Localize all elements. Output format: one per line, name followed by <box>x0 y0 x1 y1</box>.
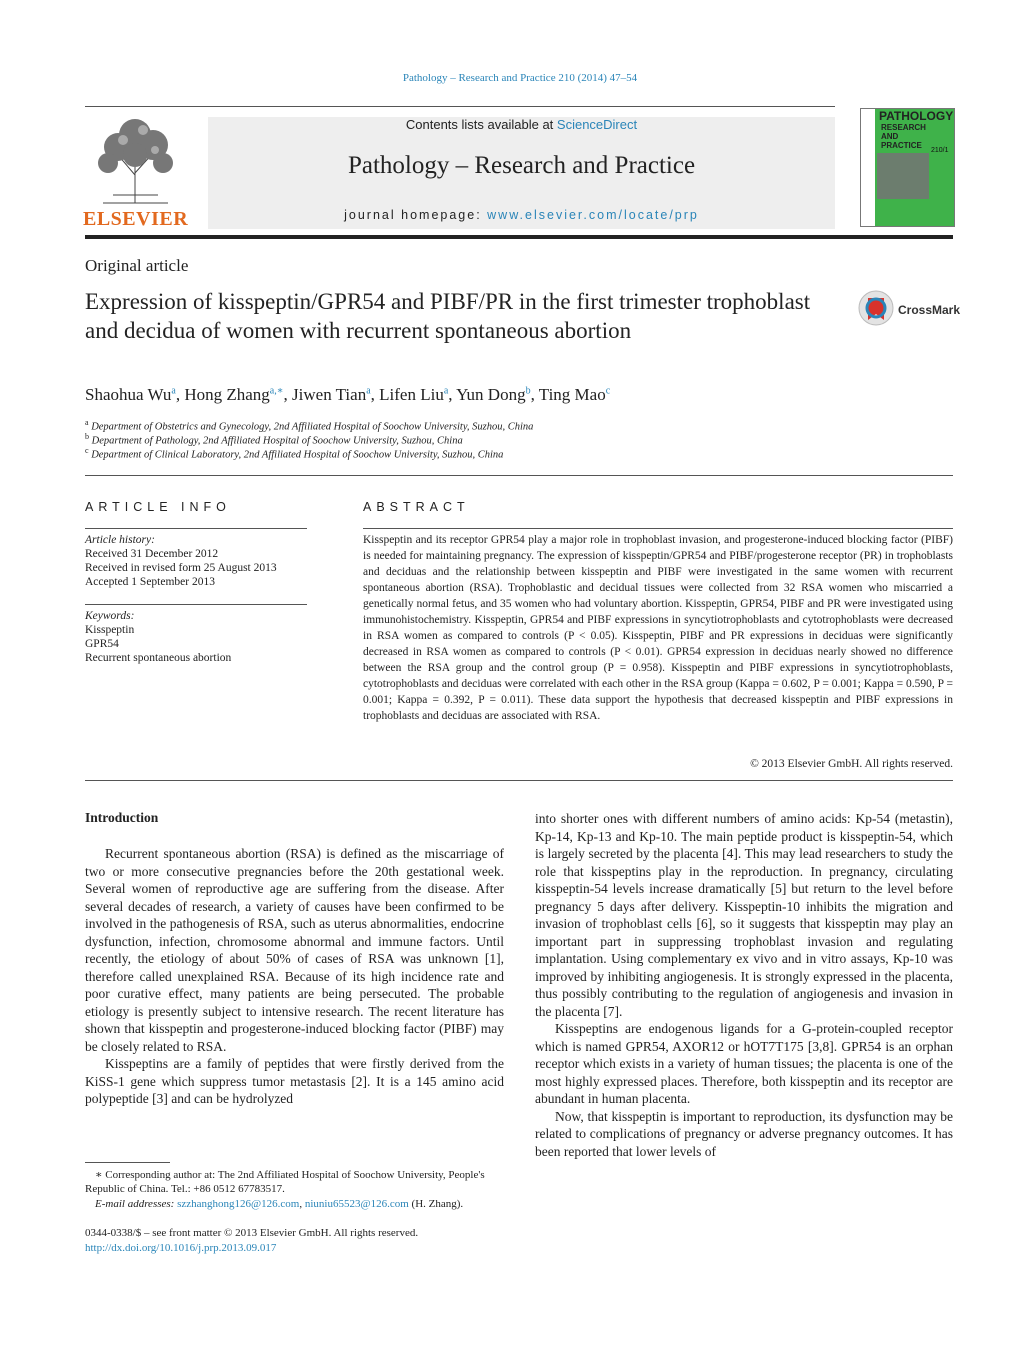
paragraph: Recurrent spontaneous abortion (RSA) is defined as the miscarriage of two or more consecutive pregnancies before the 20th gestational week. Several women of reproductive age are suffering from the disease. After several decades of research, a variety of causes have been confirmed to be involved in the pathogenesis of RSA, such as uterus abnormalities, endocrine dysfunction, infection, chromosome abnormal and immune factors. Until recently, the etiology of about 50% of cases of RSA was unknown [1], therefore called unexplained RSA. Because of its high incidence rate and poor curative effect, many patients are being persecuted. The probable etiology is presently subject to intensive research. The recent literature has shown that kisspeptin and progesterone-induced blocking factor (PIBF) may be closely related to RSA. <box>85 846 504 1054</box>
article-title: Expression of kisspeptin/GPR54 and PIBF/PR in the first trimester trophoblast and decidua of women with recurrent spontaneous abortion <box>85 289 811 343</box>
affiliation <box>85 418 533 433</box>
cover-image <box>877 153 929 199</box>
affiliation-text: Department of Pathology, 2nd Affiliated Hospital of Soochow University, Suzhou, China <box>91 435 463 447</box>
abstract-heading: ABSTRACT <box>363 500 470 514</box>
affiliation-mark: b <box>85 432 89 441</box>
cover-title: PATHOLOGY <box>879 109 954 123</box>
sciencedirect-link[interactable]: ScienceDirect <box>556 117 638 132</box>
homepage-line <box>208 208 835 222</box>
crossmark-badge[interactable] <box>858 290 961 330</box>
email-link[interactable]: niuniu65523@126.com <box>304 1198 409 1210</box>
author[interactable]: Shaohua Wu <box>85 385 172 404</box>
keyword: Recurrent spontaneous abortion <box>85 652 232 664</box>
cover-stripe <box>861 109 875 226</box>
affiliation-mark: c <box>85 446 89 455</box>
journal-reference[interactable]: Pathology – Research and Practice 210 (2014) 47–54 <box>402 72 638 84</box>
affiliation-text: Department of Clinical Laboratory, 2nd Affiliated Hospital of Soochow University, Suzhou, China <box>91 449 504 461</box>
elsevier-wordmark: ELSEVIER <box>83 208 189 230</box>
body-column-left <box>85 845 504 1108</box>
header-rule <box>85 106 835 107</box>
affiliation <box>85 446 503 461</box>
abstract-copyright: © 2013 Elsevier GmbH. All rights reserved. <box>750 758 953 770</box>
affiliation <box>85 432 463 447</box>
crossmark-label: CrossMark <box>898 303 961 317</box>
received-date: Received 31 December 2012 <box>85 548 219 560</box>
body-column-right <box>535 810 953 1160</box>
author-affil-mark[interactable]: a,∗ <box>269 385 284 397</box>
affiliation-text: Department of Obstetrics and Gynecology, 2nd Affiliated Hospital of Soochow University, Suzhou, China <box>91 421 534 433</box>
doi-link[interactable]: http://dx.doi.org/10.1016/j.prp.2013.09.017 <box>85 1242 277 1254</box>
accepted-date: Accepted 1 September 2013 <box>85 576 215 588</box>
history-label: Article history: <box>85 534 155 546</box>
author[interactable]: Hong Zhang <box>184 385 270 404</box>
author-affil-mark[interactable]: b <box>525 385 531 397</box>
author-affil-mark[interactable]: a <box>171 385 176 397</box>
author-affil-mark[interactable]: a <box>366 385 371 397</box>
author[interactable]: Lifen Liu <box>379 385 444 404</box>
author[interactable]: Yun Dong <box>456 385 526 404</box>
homepage-link[interactable]: www.elsevier.com/locate/prp <box>487 208 699 222</box>
email-label: E-mail addresses: <box>95 1198 178 1210</box>
corresponding-author-note: ∗ Corresponding author at: The 2nd Affiliated Hospital of Soochow University, People's Republic of China. Tel.: +86 0512 67783517. <box>85 1169 485 1195</box>
paragraph: Now, that kisspeptin is important to reproduction, its dysfunction may be related to complications of pregnancy or adverse pregnancy outcomes. It has been reported that lower levels of <box>535 1108 953 1159</box>
journal-title: Pathology – Research and Practice <box>347 152 696 179</box>
article-history <box>85 533 277 589</box>
abstract-bottom-rule <box>85 780 953 781</box>
email-link[interactable]: szzhanghong126@126.com <box>177 1198 300 1210</box>
article-type: Original article <box>85 256 189 275</box>
footnote-rule <box>85 1162 170 1163</box>
article-info-heading: ARTICLE INFO <box>85 500 231 514</box>
author-affil-mark[interactable]: a <box>443 385 449 397</box>
journal-cover[interactable] <box>860 108 955 227</box>
keywords-rule <box>85 604 307 605</box>
author-affil-mark[interactable]: c <box>605 385 611 397</box>
issn-line: 0344-0338/$ – see front matter © 2013 Elsevier GmbH. All rights reserved. <box>85 1227 419 1239</box>
affiliation-rule <box>85 475 953 476</box>
author[interactable]: Ting Mao <box>538 385 606 404</box>
keyword: GPR54 <box>85 638 119 650</box>
crossmark-icon <box>858 290 894 326</box>
email-suffix: (H. Zhang). <box>408 1198 464 1210</box>
elsevier-logo <box>83 115 188 230</box>
keywords <box>85 609 231 665</box>
paragraph: into shorter ones with different numbers of amino acids: Kp-54 (metastin), Kp-14, Kp-13 and Kp-10. The main peptide product is kisspeptin-54, which is largely secreted by the placenta [4]. This may lead researchers to study the role that kisspeptins play in the reproduction. In pregnancy, circulating kisspeptin-54 levels increase dramatically [5] but return to the level before pregnancy 5 days after delivery. Kisspeptin-10 inhibits the migration and invasion of trophoblast cells [6], so it suggests that kisspeptin may play an important part in suppressing trophoblast invasion and regulating implantation. Using complementary ex vivo and in vitro assays, Kp-10 was improved by inhibiting angiogenesis. It is strongly expressed in the placenta, thus possibly contributing to the regulation of angiogenesis and invasion in the placenta [7]. <box>535 811 953 1019</box>
contents-prefix: Contents lists available at <box>405 117 557 132</box>
abstract-text: Kisspeptin and its receptor GPR54 play a major role in trophoblast invasion, and progesterone-induced blocking factor (PIBF) is needed for maintaining pregnancy. The expression of kisspeptin/GPR54 and PIBF/progesterone receptor (PR) in trophoblasts and deciduas and the relationship between kisspeptin and PIBF were investigated in the same women with recurrent spontaneous abortion (RSA). Trophoblastic and decidual tissues were collected from 32 RSA women who miscarried a genetically normal fetus, and 35 women who had voluntary abortion. Kisspeptin, GPR54, PIBF and PR were investigated using immunohistochemistry. Kisspeptin, GPR54 and PIBF expressions in syncytiotrophoblasts and cytotrophoblasts were decreased in RSA women as compared to controls (P < 0.05). Kisspeptin, PIBF and PR expressions in deciduas were significantly decreased in RSA women as compared to controls (P < 0.01). GPR54 expression in deciduas nearly showed no difference between the RSA group and the control group (P = 0.958). Kisspeptin and PIBF expressions in syncytiotrophoblasts, cytotrophoblasts and deciduas were correlated with each other in the RSA group (Kappa = 0.602, P = 0.001; Kappa = 0.590, P = 0.001; Kappa = 0.392, P = 0.011). These data support the hypothesis that decreased kisspeptin and PIBF expressions in trophoblasts and deciduas are associated with RSA. <box>363 534 953 722</box>
keyword: Kisspeptin <box>85 624 135 636</box>
cover-subtitle: RESEARCH AND PRACTICE <box>881 123 926 150</box>
paragraph: Kisspeptins are endogenous ligands for a G-protein-coupled receptor which is named GPR54, AXOR12 or hOT7T175 [3,8]. GPR54 is an orphan receptor which exists in a variety of human tissues; the placenta is one of the most highly expressed places. Therefore, both kisspeptin and its receptor are abundant in human placenta. <box>535 1021 953 1106</box>
header-thick-rule <box>85 235 953 239</box>
keywords-label: Keywords: <box>85 610 135 622</box>
author-list: Shaohua Wu$^a$, Hong Zhang$^{a,∗}$, Jiwen Tian$^a$, Lifen Liu$^a$, Yun Dong$^b$, Ting Mao$^c$ <box>85 385 611 404</box>
abstract-rule <box>363 528 953 529</box>
email-note: E-mail addresses: szzhanghong126@126.com, niuniu65523@126.com (H. Zhang). <box>95 1198 464 1210</box>
cover-volume: 210/1 <box>931 147 949 154</box>
info-rule <box>85 528 307 529</box>
contents-line <box>208 117 835 132</box>
affiliation-mark: a <box>85 418 89 427</box>
introduction-heading: Introduction <box>85 810 159 825</box>
revised-date: Received in revised form 25 August 2013 <box>85 562 277 574</box>
author[interactable]: Jiwen Tian <box>292 385 367 404</box>
paragraph: Kisspeptins are a family of peptides that were firstly derived from the KiSS-1 gene which suppress tumor metastasis [2]. It is a 145 amino acid polypeptide [3] and can be hydrolyzed <box>85 1056 504 1106</box>
elsevier-tree-icon <box>83 115 188 207</box>
homepage-prefix: journal homepage: <box>344 208 488 222</box>
